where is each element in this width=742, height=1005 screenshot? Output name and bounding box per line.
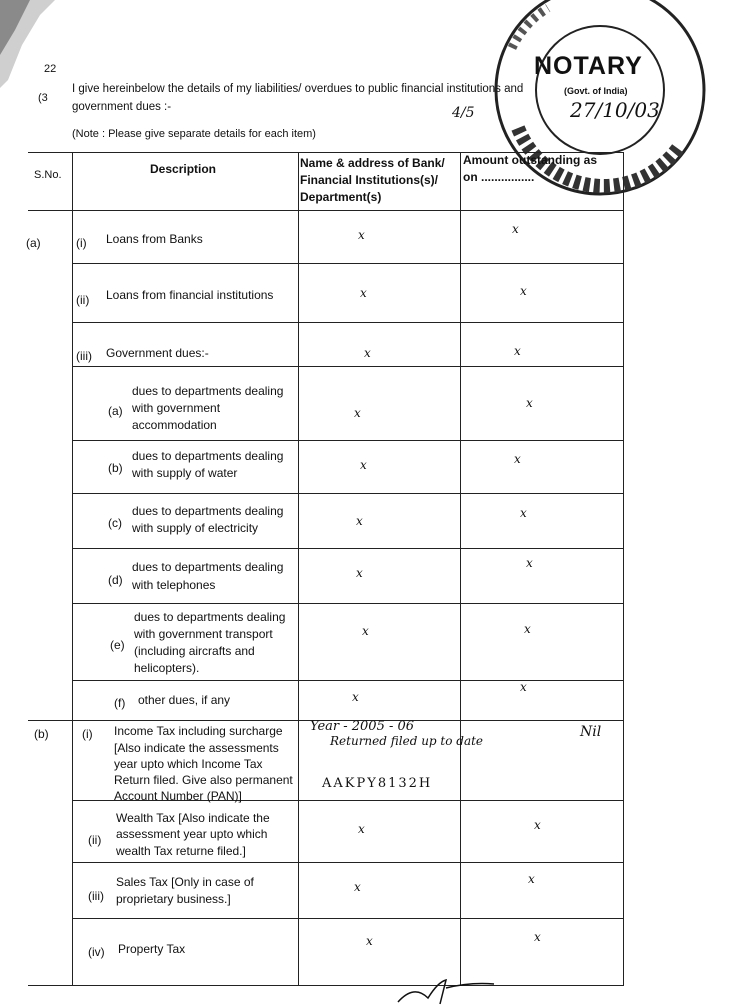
sub-d-line-1: dues to departments dealing (132, 560, 284, 574)
dash-mark: x (514, 344, 521, 358)
sub-a-line-3: accommodation (132, 418, 217, 432)
dash-mark: x (526, 396, 533, 410)
sub-e-line-4: helicopters). (134, 661, 200, 675)
income-tax-num: (i) (82, 727, 93, 741)
sub-b-num: (b) (108, 461, 123, 475)
col-header-name-1: Name & address of Bank/ (300, 156, 445, 170)
loans-fi-num: (ii) (76, 293, 90, 307)
dash-mark: x (354, 406, 361, 420)
dash-mark: x (512, 222, 519, 236)
col-header-sno: S.No. (34, 169, 62, 181)
dash-mark: x (352, 690, 359, 704)
sub-e-line-3: (including aircrafts and (134, 644, 255, 658)
govt-dues-text: Government dues:- (106, 346, 209, 360)
intro-line-2: government dues :- (72, 101, 172, 113)
sub-b-line-1: dues to departments dealing (132, 449, 284, 463)
para-number: (3 (38, 92, 48, 104)
sub-b-line-2: with supply of water (132, 466, 238, 480)
govt-dues-num: (iii) (76, 349, 92, 363)
dash-mark: x (362, 624, 369, 638)
col-header-description: Description (150, 162, 217, 176)
sales-tax-line-1: Sales Tax [Only in case of (116, 875, 254, 889)
dash-mark: x (366, 934, 373, 948)
wealth-tax-line-1: Wealth Tax [Also indicate the (116, 811, 270, 825)
sub-c-line-1: dues to departments dealing (132, 504, 284, 518)
handwritten-assessment-year: Year - 2005 - 06 (310, 719, 415, 734)
sub-e-num: (e) (110, 638, 125, 652)
wealth-tax-line-3: wealth Tax returne filed.] (116, 844, 246, 858)
sub-c-num: (c) (108, 516, 122, 530)
sub-c-line-2: with supply of electricity (132, 521, 259, 535)
page-marker: 22 (44, 63, 57, 75)
dash-mark: x (364, 346, 371, 360)
loans-banks-text: Loans from Banks (106, 232, 203, 246)
sub-e-line-2: with government transport (134, 627, 273, 641)
handwritten-nil: Nil (580, 724, 602, 740)
col-header-name-2: Financial Institutions(s)/ (300, 173, 439, 187)
income-tax-line-1: Income Tax including surcharge (114, 724, 283, 738)
dash-mark: x (524, 622, 531, 636)
dash-mark: x (358, 822, 365, 836)
dash-mark: x (528, 872, 535, 886)
dash-mark: x (354, 880, 361, 894)
sub-d-line-2: with telephones (132, 578, 216, 592)
sub-d-num: (d) (108, 573, 123, 587)
wealth-tax-num: (ii) (88, 833, 102, 847)
dash-mark: x (356, 566, 363, 580)
dash-mark: x (360, 286, 367, 300)
col-header-amount-2: on ................ (463, 170, 535, 184)
col-header-amount-1: Amount outstanding as (463, 153, 597, 167)
dash-mark: x (520, 680, 527, 694)
income-tax-line-5: Account Number (PAN)] (114, 789, 242, 803)
signature-stroke (390, 978, 500, 1005)
col-header-name-3: Department(s) (300, 190, 382, 204)
dash-mark: x (356, 514, 363, 528)
property-tax-num: (iv) (88, 945, 105, 959)
sub-f-num: (f) (114, 696, 126, 710)
note-text: (Note : Please give separate details for each item) (72, 128, 316, 140)
sub-a-num: (a) (108, 404, 123, 418)
sales-tax-num: (iii) (88, 889, 104, 903)
dash-mark: x (520, 506, 527, 520)
sub-e-line-1: dues to departments dealing (134, 610, 286, 624)
income-tax-line-2: [Also indicate the assessments (114, 741, 279, 755)
handwritten-pan: AAKPY8132H (322, 776, 433, 791)
sub-a-line-2: with government (132, 401, 221, 415)
income-tax-line-4: Return filed. Give also permanent (114, 773, 293, 787)
dash-mark: x (360, 458, 367, 472)
property-tax-text: Property Tax (118, 942, 186, 956)
sub-f-text: other dues, if any (138, 693, 231, 707)
dash-mark: x (358, 228, 365, 242)
dash-mark: x (534, 818, 541, 832)
sub-a-line-1: dues to departments dealing (132, 384, 284, 398)
sales-tax-line-2: proprietary business.] (116, 892, 231, 906)
dash-mark: x (514, 452, 521, 466)
wealth-tax-line-2: assessment year upto which (116, 827, 268, 841)
handwritten-page-fraction: 4/5 (452, 105, 475, 121)
dash-mark: x (520, 284, 527, 298)
row-a-sno: (a) (26, 236, 41, 250)
income-tax-line-3: year upto which Income Tax (114, 757, 263, 771)
handwritten-returned-status: Returned filed up to date (330, 734, 484, 748)
intro-line-1: I give hereinbelow the details of my liabilities/ overdues to public financial institutions and (72, 83, 524, 95)
dash-mark: x (534, 930, 541, 944)
loans-banks-num: (i) (76, 236, 87, 250)
stamp-subtitle: (Govt. of India) (564, 86, 628, 96)
loans-fi-text: Loans from financial institutions (106, 288, 274, 302)
dash-mark: x (526, 556, 533, 570)
stamp-title: NOTARY (534, 52, 643, 80)
stamp-handwritten-date: 27/10/03 (570, 98, 660, 122)
row-b-sno: (b) (34, 727, 49, 741)
